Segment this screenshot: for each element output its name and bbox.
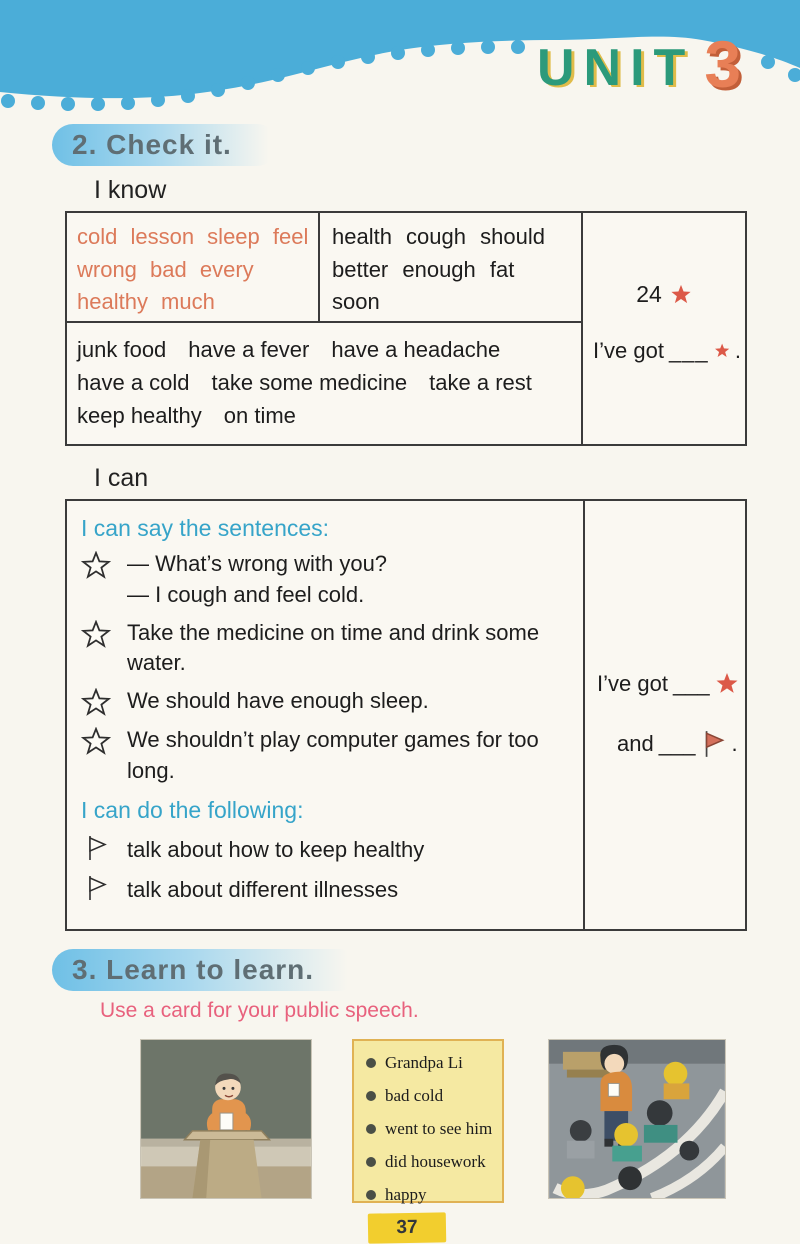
card-item [366,1119,494,1139]
period-text: . [734,338,741,363]
card-item-text: did housework [385,1151,486,1171]
say-sentences-heading: I can say the sentences: [81,515,330,541]
can-score-cell [583,501,745,929]
card-item [366,1152,494,1172]
orange-words-line: wrong bad every [77,256,254,282]
know-cell-black-words [320,213,581,323]
card-item [366,1053,494,1073]
blank-line: ___ [658,730,696,756]
flag-outline-icon [81,874,127,902]
card-item-text: Grandpa Li [385,1052,463,1072]
podium-speech-illustration [140,1039,312,1199]
bullet-dot-icon [366,1058,376,1068]
know-cell-phrases [67,323,581,444]
unit-title [537,26,741,102]
orange-words-line: healthy much [77,289,215,315]
black-words-line: better enough fat soon [332,256,515,315]
phrase-line: junk food have a fever have a headache [77,337,501,362]
card-item-text: bad cold [385,1085,444,1105]
card-item-text: happy [385,1184,427,1204]
learn-media-row [140,1039,800,1203]
sentence-text: We should have enough sleep. [127,688,429,714]
star-outline-icon [81,549,127,581]
page-header [0,0,800,112]
sentence-item [81,686,575,718]
ive-got-text: I’ve got [597,670,668,696]
sentence-item [81,549,575,611]
ive-got-text: I’ve got [593,338,664,363]
learn-heading: 3. Learn to learn. [72,953,315,985]
phrase-line: have a cold take some medicine take a rest [77,370,532,395]
flag-filled-icon [700,729,726,759]
i-know-label: I know [94,176,167,204]
check-it-heading: 2. Check it. [72,129,232,160]
bullet-dot-icon [366,1157,376,1167]
flag-outline-icon [81,834,127,862]
bullet-dot-icon [366,1190,376,1200]
blank-line: ___ [668,338,709,363]
star-filled-icon [715,672,739,696]
know-cell-orange-words [67,213,320,323]
can-score-sentence-stars [589,671,741,697]
do-item-text: talk about how to keep healthy [127,836,425,862]
black-words-line: health cough should [332,224,545,249]
learn-instruction: Use a card for your public speech. [100,998,419,1022]
can-score-sentence-flags [589,729,741,759]
star-filled-icon [670,284,692,306]
sentence-text: We shouldn’t play computer games for too long. [127,727,539,783]
sentence-text: — What’s wrong with you? — I cough and feel cold. [127,551,388,607]
know-score-cell [581,213,745,444]
card-item [366,1086,494,1106]
card-item-text: went to see him [385,1118,493,1138]
sentence-item [81,725,575,787]
know-total-stars [587,281,741,308]
know-total-value: 24 [636,281,662,307]
sentence-item [81,618,575,680]
check-it-heading-pill [52,124,278,166]
check-it-heading-row [0,124,800,166]
i-know-table [65,211,747,446]
know-score-sentence [587,338,741,364]
period-text: . [731,730,738,756]
unit-word: UNIT [537,39,695,97]
and-text: and [617,730,654,756]
i-can-label: I can [94,464,149,492]
learn-heading-pill [52,949,360,991]
star-filled-icon [714,341,730,361]
unit-number: 3 [704,27,742,101]
can-checklist-cell [67,501,583,929]
page-number: 37 [396,1216,418,1239]
star-outline-icon [81,618,127,650]
card-item [366,1185,494,1205]
do-item-text: talk about different illnesses [127,877,399,903]
learn-heading-row [0,949,800,991]
orange-words-line: cold lesson sleep feel [77,224,309,249]
bullet-dot-icon [366,1091,376,1101]
do-item [81,834,575,865]
audience-speech-illustration [548,1039,726,1199]
sentence-text: Take the medicine on time and drink some water. [127,619,540,676]
bullet-dot-icon [366,1124,376,1134]
speech-card [352,1039,504,1203]
i-can-table [65,499,747,931]
do-following-heading: I can do the following: [81,796,304,823]
star-outline-icon [81,725,127,757]
phrase-line: keep healthy on time [77,403,296,428]
star-outline-icon [81,686,127,718]
page-number-tab [368,1212,447,1243]
blank-line: ___ [672,670,710,696]
do-item [81,874,575,905]
